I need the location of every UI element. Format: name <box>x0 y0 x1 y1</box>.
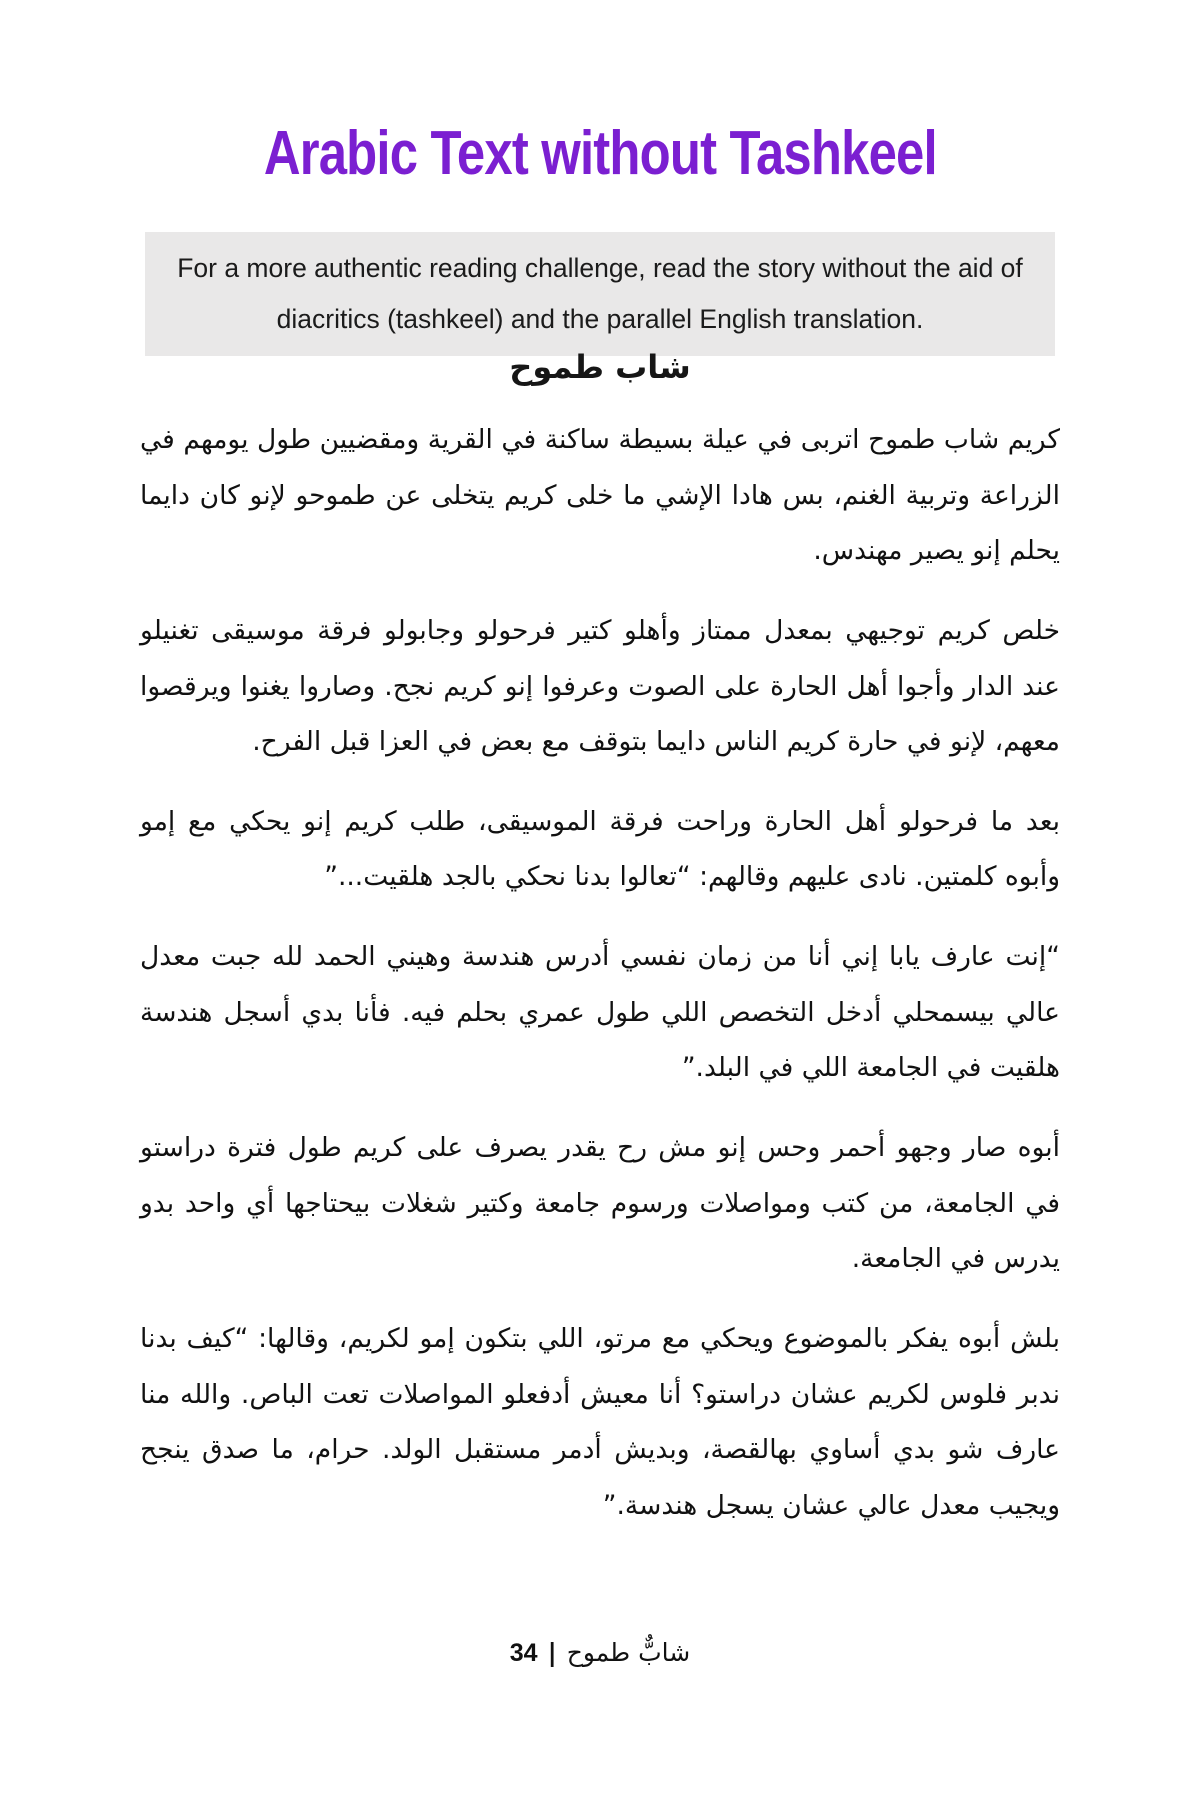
story-paragraph: كريم شاب طموح اتربى في عيلة بسيطة ساكنة في القرية ومقضيين طول يومهم في الزراعة وتربية الغنم، بس هادا الإشي ما خلى كريم يتخلى عن طموحو لإنو كان دايما يحلم إنو يصير مهندس. <box>140 424 1060 567</box>
reading-note: For a more authentic reading challenge, read the story without the aid of diacritics (tashkeel) and the parallel English translation. <box>145 232 1055 356</box>
story-paragraph: خلص كريم توجيهي بمعدل ممتاز وأهلو كتير فرحولو وجابولو فرقة موسيقى تغنيلو عند الدار وأجوا أهل الحارة على الصوت وعرفوا إنو كريم نجح. وصاروا يغنوا ويرقصوا معهم، لإنو في حارة كريم الناس دايما بتوقف مع بعض في العزا قبل الفرح. <box>140 614 1060 758</box>
footer-separator: | <box>547 1638 557 1667</box>
story-paragraph: بلش أبوه يفكر بالموضوع ويحكي مع مرتو، اللي بتكون إمو لكريم، وقالها: “كيف بدنا ندبر فلوس لكريم عشان دراستو؟ أنا معيش أدفعلو المواصلات تعت الباص. والله منا عارف شو بدي أساوي بهالقصة، وبديش أدمر مستقبل الولد. حرام، ما صدق ينجح ويجيب معدل عالي عشان يسجل هندسة.” <box>140 1322 1060 1521</box>
footer-book-title-base: شاب <box>638 1638 691 1667</box>
page-title-text: Arabic Text without Tashkeel <box>263 119 937 188</box>
story-title: شاب طموح <box>509 348 691 386</box>
page-number: 34 <box>509 1639 538 1667</box>
story-paragraph: “إنت عارف يابا إني أنا من زمان نفسي أدرس هندسة وهيني الحمد لله جبت معدل عالي بيسمحلي أدخل التخصص اللي طول عمري بحلم فيه. فأنا بدي أسجل هندسة هلقيت في الجامعة اللي في البلد.” <box>140 941 1060 1084</box>
story-paragraph: بعد ما فرحولو أهل الحارة وراحت فرقة الموسيقى، طلب كريم إنو يحكي مع إمو وأبوه كلمتين. نادى عليهم وقالهم: “تعالوا بدنا نحكي بالجد هلقيت...” <box>140 805 1060 893</box>
page-footer <box>0 1638 1200 1668</box>
footer-book-title-rest: طموح <box>566 1638 639 1667</box>
story-body <box>140 412 1060 1558</box>
story-paragraph: أبوه صار وجهو أحمر وحس إنو مش رح يقدر يصرف على كريم طول فترة دراستو في الجامعة، من كتب ومواصلات ورسوم جامعة وكتير شغلات بيحتاجها أي واحد بدو يدرس في الجامعة. <box>140 1132 1060 1275</box>
page-title <box>0 118 1200 189</box>
footer-book-title <box>567 1638 690 1667</box>
